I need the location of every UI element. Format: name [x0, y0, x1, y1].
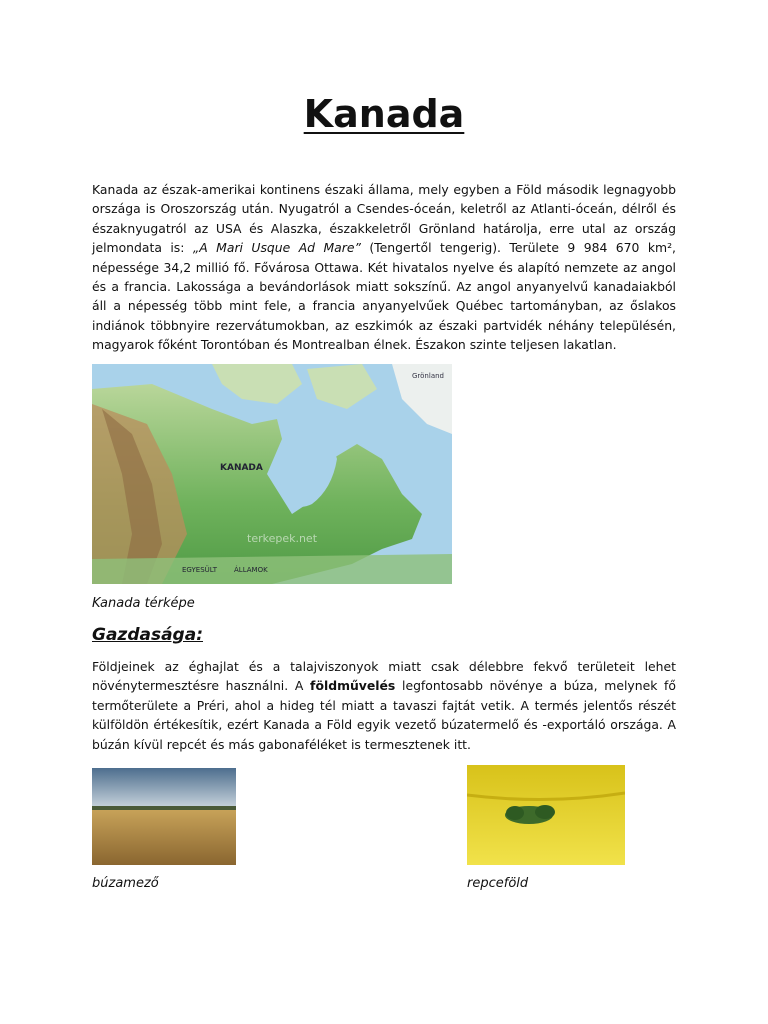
section-heading-economy: Gazdasága: — [92, 625, 203, 645]
wheat-caption: búzamező — [92, 876, 159, 891]
economy-bold-term: földművelés — [310, 678, 396, 694]
wheat-field-image — [92, 768, 236, 865]
economy-text-1: Földjeinek az éghajlat és a talajviszonyok miatt csak délebbre fekvő területeit lehet növénytermesztésre használni. A — [92, 659, 676, 694]
map-label-gronland: Grönland — [412, 372, 444, 380]
canada-map-image — [92, 364, 452, 584]
page-title: Kanada — [303, 92, 465, 136]
map-caption: Kanada térképe — [92, 596, 195, 611]
map-label-usa: EGYESÜLT — [182, 566, 217, 574]
economy-paragraph — [92, 657, 676, 754]
intro-text-1: Kanada az észak-amerikai kontinens északi állama, mely egyben a Föld második legnagyobb országa is Oroszország után. Nyugatról a Csendes-óceán, keletről az Atlanti-óceán, délről és északnyugatról az USA és Alaszka, északkeletről Grönland határolja, erre utal az ország jelmondata is: — [92, 182, 676, 256]
intro-paragraph — [92, 180, 676, 355]
motto: „A Mari Usque Ad Mare” — [192, 240, 361, 256]
intro-text-2: (Tengertől tengerig). Területe 9 984 670 km², népessége 34,2 millió fő. Fővárosa Ottawa. Két hivatalos nyelve és alapító nemzete az angol és a francia. Lakossága a bevándorlások miatt sokszínű. Az angol anyanyelvű kanadaiakból áll a népesség több mint fele, a francia anyanyelvűek Québec tartományban, az őslakos indiánok többnyire rezervátumokban, az eszkimók az északi partvidék néhány településén, magyarok főként Torontóban és Montrealban élnek. Északon szinte teljesen lakatlan. — [92, 240, 676, 353]
economy-text-2: legfontosabb növénye a búza, melynek fő termőterülete a Préri, ahol a hideg tél miatt a tavaszi fajtát vetik. A termés jelentős részét külföldön értékesítik, ezért Kanada a Föld egyik vezető búzatermelő és -exportáló országa. A búzán kívül repcét és más gabonaféléket is termesztenek itt. — [92, 678, 676, 752]
map-label-kanada: KANADA — [220, 463, 263, 473]
rapeseed-caption: repceföld — [467, 876, 529, 891]
rapeseed-field-image — [467, 765, 625, 865]
map-label-allamok: ÁLLAMOK — [234, 566, 268, 574]
map-watermark: terkepek.net — [247, 532, 318, 545]
